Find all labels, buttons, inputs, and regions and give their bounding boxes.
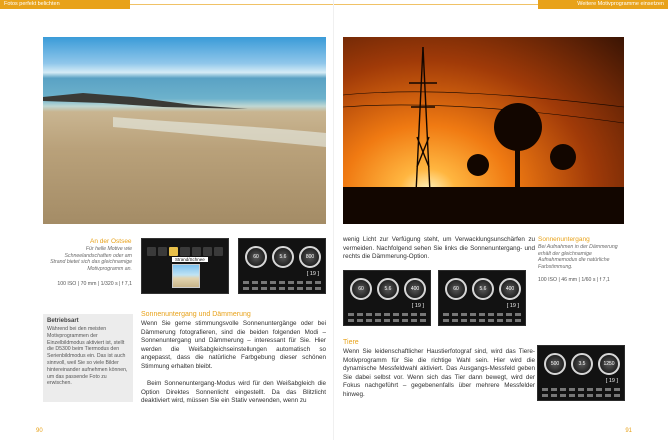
body-paragraph-3: Wenn Sie leidenschaftlicher Haustierfotograf sind, wird das Tiere-Motivprogramm für Sie die richtige Wahl sein. Hier wird die dynamische Messfeldwahl aktiviert. Das Ausgangs-Messfeld geben Sie dabei selbst vor. Wenn sich das Tier dann bewegt, wird der Fokus nachgeführt – gegebenenfalls über mehrere Messfelder hinweg. (343, 348, 535, 398)
scene-menu-screen (141, 238, 229, 294)
right-caption-exif: 100 ISO | 46 mm | 1/60 s | f 7,1 (538, 277, 610, 283)
lcd-settings-row (348, 319, 426, 322)
page-number-right: 91 (625, 428, 632, 434)
body-paragraph-2: Beim Sonnenuntergang-Modus wird für den Weißabgleich die Option Direktes Sonnenlicht eingestellt. Da das Blitzlicht deaktiviert wird, müssen Sie ein Stativ verwenden, wenn zu (141, 380, 326, 405)
right-caption-title: Sonnenuntergang (538, 236, 590, 243)
section-heading-sunset: Sonnenuntergang und Dämmerung (141, 311, 251, 318)
body-paragraph-1: Wenn Sie gerne stimmungsvolle Sonnenuntergänge oder bei Dämmerung fotografieren, sind die beiden folgenden Modi – Sonnenuntergang und Dämmerung – interessant für Sie. Hier werden die Weißabgleichseinstellungen automatisch so angepasst, dass die natürliche Farbgebung dieser schönen Stimmung erhalten bleibt. (141, 320, 326, 370)
left-header-rule (130, 4, 334, 5)
shutter-dial: 60 (350, 278, 372, 300)
scene-mode-icons (147, 247, 223, 256)
page-number-left: 90 (36, 428, 43, 434)
sunset-photo-art (343, 37, 624, 224)
lcd-settings-row (243, 287, 321, 290)
left-caption-exif: 100 ISO | 70 mm | 1/320 s | f 7,1 (57, 281, 132, 287)
lcd-screen-animals (537, 345, 625, 401)
lcd-settings-row (443, 313, 521, 316)
scene-thumbnail (172, 264, 200, 288)
shutter-dial: 60 (245, 246, 267, 268)
left-running-header: Fotos perfekt belichten (0, 0, 130, 9)
lcd-settings-row (243, 281, 321, 284)
iso-dial: 400 (499, 278, 521, 300)
aperture-dial: 5.6 (472, 278, 494, 300)
left-caption-title: An der Ostsee (90, 238, 132, 245)
shot-count: [ 19 ] (506, 303, 519, 309)
sunset-photo (343, 37, 624, 224)
scene-selected-label: Strand/Schnee (172, 257, 208, 262)
shutter-dial: 500 (544, 353, 566, 375)
iso-dial: 800 (299, 246, 321, 268)
lcd-screen-sunset (343, 270, 431, 326)
aperture-dial: 5.6 (377, 278, 399, 300)
beach-photo-art (43, 37, 326, 224)
aperture-dial: 5.6 (272, 246, 294, 268)
body-paragraph-continued: wenig Licht zur Verfügung steht, um Verwacklungsunschärfen zu vermeiden. Nachfolgend sehen Sie links die Sonnenuntergang- und rechts die Dämmerung-Option. (343, 236, 535, 261)
right-header-rule (334, 4, 538, 5)
section-heading-animals: Tiere (343, 339, 359, 346)
beach-photo (43, 37, 326, 224)
lcd-screen-dusk (438, 270, 526, 326)
lcd-settings-row (542, 388, 620, 391)
sidebox-text: Während bei den meisten Motivprogrammen der Einzelbildmodus aktiviert ist, stellt die D5300 beim Tiermodus den Serienbildmodus ein. Das ist auch sinnvoll, weil Sie so viele Bilder hintereinander aufnehmen können, um das passende Foto zu erwischen. (47, 326, 128, 387)
sidebox-title: Betriebsart (47, 318, 79, 324)
iso-dial: 1250 (598, 353, 620, 375)
lcd-settings-row (443, 319, 521, 322)
right-running-header: Weitere Motivprogramme einsetzen (538, 0, 668, 9)
aperture-dial: 3.5 (571, 353, 593, 375)
right-page (334, 0, 668, 440)
lcd-settings-row (542, 394, 620, 397)
iso-dial: 400 (404, 278, 426, 300)
shot-count: [ 19 ] (605, 378, 618, 384)
lcd-settings-row (348, 313, 426, 316)
shot-count: [ 19 ] (411, 303, 424, 309)
lcd-screen-beach (238, 238, 326, 294)
left-caption-text: Für helle Motive wie Schneelandschaften oder am Strand bietet sich das gleichnamige Motivprogramm an. (50, 246, 132, 272)
right-caption-text: Bei Aufnahmen in der Dämmerung erhält der gleichnamige Aufnahmemodus die natürliche Farbstimmung. (538, 244, 618, 270)
shot-count: [ 19 ] (306, 271, 319, 277)
shutter-dial: 60 (445, 278, 467, 300)
sidebox-betriebsart (43, 314, 133, 402)
